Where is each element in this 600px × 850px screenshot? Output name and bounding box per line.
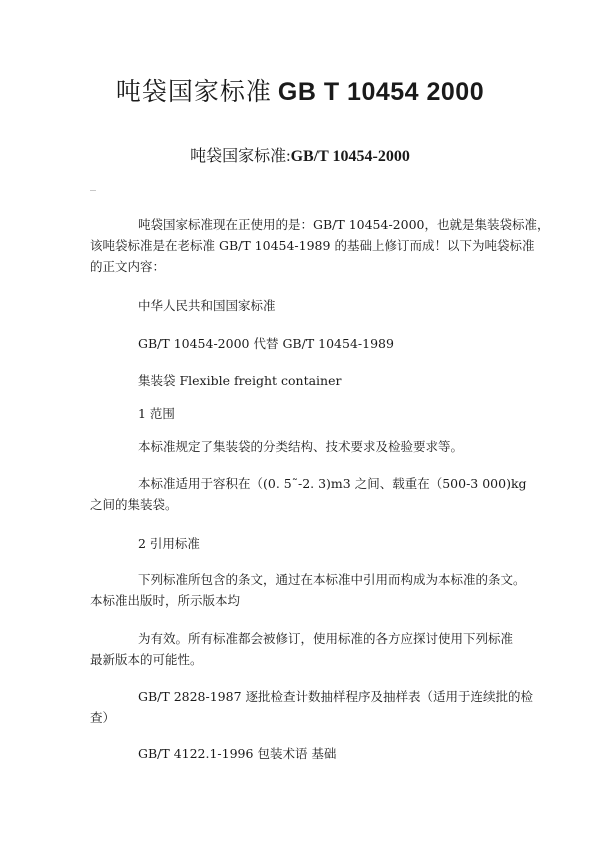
national-standard-line bbox=[90, 295, 545, 316]
section-2-paragraph-1-line-2: 本标准出版时，所示版本均 bbox=[90, 593, 241, 608]
national-standard-text: 中华人民共和国国家标准 bbox=[138, 298, 276, 313]
reference-2 bbox=[90, 743, 545, 764]
document-title-chinese: 吨袋国家标准 bbox=[115, 77, 272, 106]
section-2-paragraph-1-line-1: 下列标准所包含的条文，通过在本标准中引用而构成为本标准的条文。 bbox=[138, 572, 526, 587]
section-1-paragraph-2-line-2: 之间的集装袋。 bbox=[90, 497, 178, 512]
reference-1-line-1: GB/T 2828-1987 逐批检查计数抽样程序及抽样表（适用于连续批的检 bbox=[138, 689, 534, 704]
section-1-paragraph-1-text: 本标准规定了集装袋的分类结构、技术要求及检验要求等。 bbox=[138, 439, 464, 454]
section-2-paragraph-2-line-1: 为有效。所有标准都会被修订，使用标准的各方应探讨使用下列标准 bbox=[138, 631, 514, 646]
section-1-paragraph-2 bbox=[90, 473, 545, 515]
document-subtitle-chinese: 吨袋国家标准: bbox=[190, 148, 291, 165]
section-2-paragraph-1 bbox=[90, 569, 545, 611]
document-title-code: GB T 10454 2000 bbox=[277, 78, 485, 106]
document-title bbox=[0, 72, 600, 108]
section-1-paragraph-2-line-1: 本标准适用于容积在（(0. 5˜-2. 3)m3 之间、载重在（500-3 000)kg bbox=[138, 476, 527, 491]
intro-line-3: 的正文内容： bbox=[90, 259, 166, 274]
section-1-heading-text: 1 范围 bbox=[138, 406, 175, 421]
document-subtitle-code: GB/T 10454-2000 bbox=[290, 148, 410, 165]
section-2-heading-text: 2 引用标准 bbox=[138, 536, 200, 551]
section-2-paragraph-2 bbox=[90, 628, 545, 670]
reference-2-text: GB/T 4122.1-1996 包装术语 基础 bbox=[138, 746, 337, 761]
product-name-text: 集装袋 Flexible freight container bbox=[138, 373, 342, 388]
section-1-paragraph-1 bbox=[90, 436, 545, 457]
intro-line-2: 该吨袋标准是在老标准 GB/T 10454-1989 的基础上修订而成！以下为吨袋标准 bbox=[90, 238, 535, 253]
divider-mark bbox=[90, 190, 96, 191]
product-name-line bbox=[90, 370, 545, 391]
document-subtitle bbox=[0, 143, 600, 166]
section-2-paragraph-2-line-2: 最新版本的可能性。 bbox=[90, 652, 203, 667]
replaces-text: GB/T 10454-2000 代替 GB/T 10454-1989 bbox=[138, 336, 394, 351]
section-1-heading bbox=[90, 403, 545, 424]
reference-1 bbox=[90, 686, 545, 728]
intro-paragraph bbox=[90, 214, 550, 277]
replaces-line bbox=[90, 333, 545, 354]
section-2-heading bbox=[90, 533, 545, 554]
reference-1-line-2: 查） bbox=[90, 710, 116, 725]
intro-line-1: 吨袋国家标准现在正使用的是：GB/T 10454-2000，也就是集装袋标准， bbox=[138, 217, 550, 232]
